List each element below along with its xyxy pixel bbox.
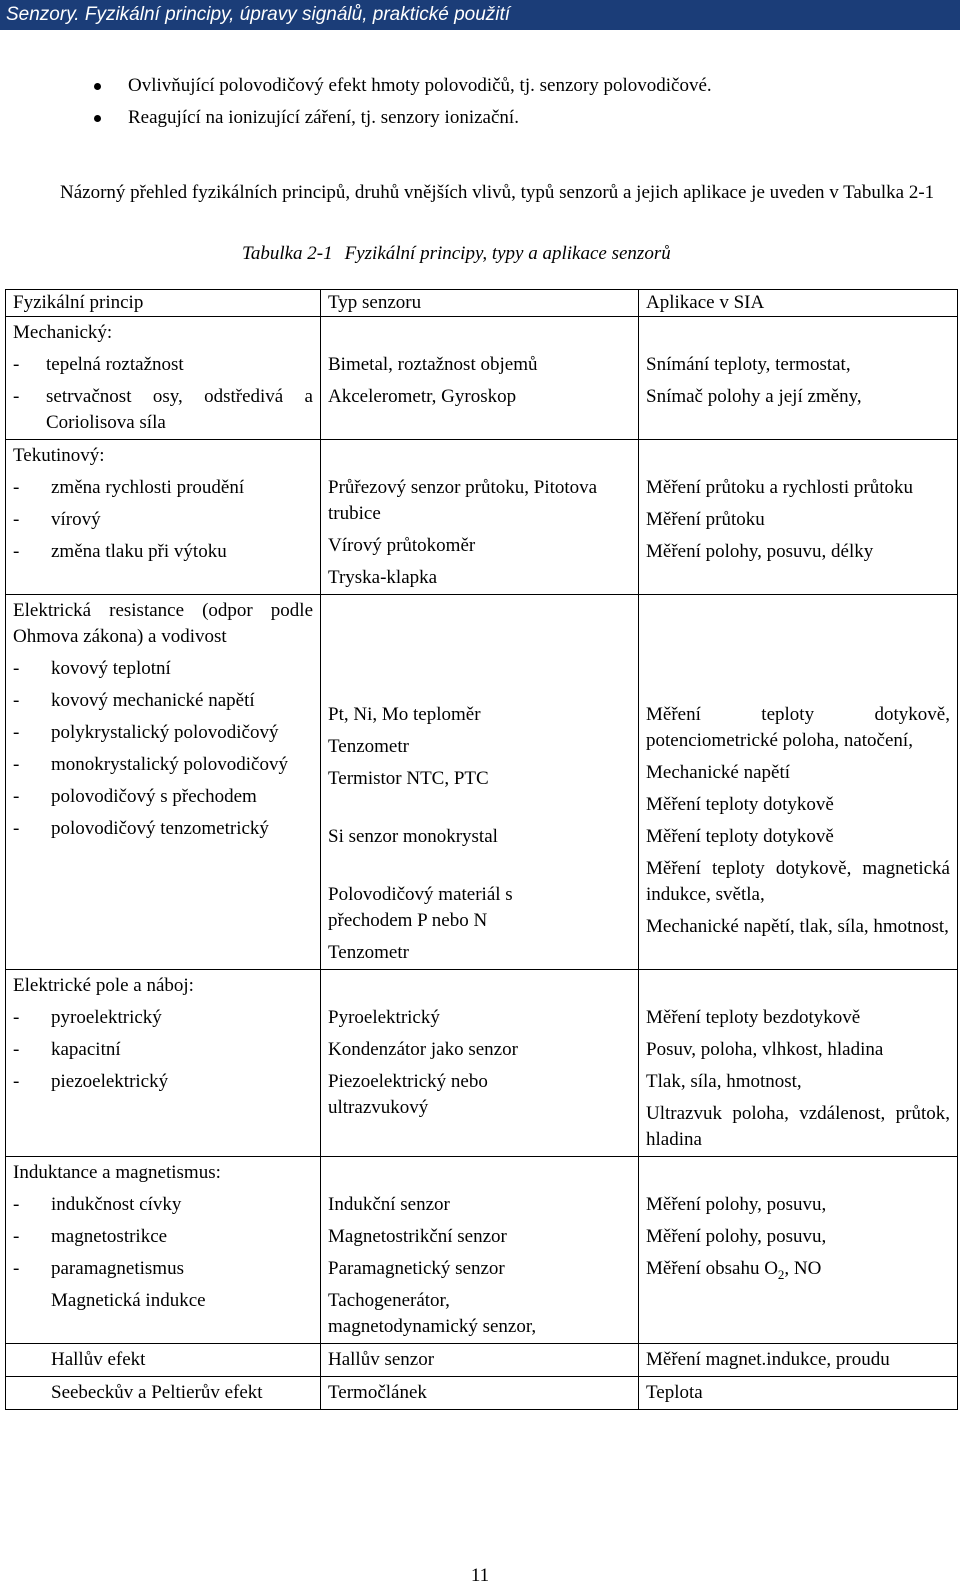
table-row-hall: [6, 1344, 958, 1377]
type-item: Magnetostrikční senzor: [328, 1226, 507, 1247]
principle-item: - monokrystalický polovodičový: [13, 754, 288, 775]
section-resistance: [6, 595, 321, 970]
application-cell: [639, 440, 958, 595]
principle-item: - kovový mechanické napětí: [13, 690, 255, 711]
caption-title: Fyzikální principy, typy a aplikace senzorů: [344, 243, 671, 264]
principle-item: Magnetická indukce: [51, 1290, 206, 1311]
bullet-item: [92, 70, 712, 102]
type-item: Kondenzátor jako senzor: [328, 1039, 518, 1060]
header-principle: Fyzikální princip: [6, 290, 321, 317]
table-row-seebeck: [6, 1377, 958, 1410]
principle-item: - setrvačnost osy, odstředivá a Coriolisova síla: [13, 386, 313, 433]
principle-item: - pyroelektrický: [13, 1007, 162, 1028]
principle-item: - vírový: [13, 509, 101, 530]
application-cell: [639, 1157, 958, 1344]
table-row-magnetic: [6, 1157, 958, 1344]
table-row-fluid: [6, 440, 958, 595]
principle-cell: Hallův efekt: [6, 1344, 321, 1377]
caption-number: Tabulka 2-1: [242, 243, 333, 264]
type-cell: Hallův senzor: [321, 1344, 639, 1377]
principle-item: - polovodičový tenzometrický: [13, 818, 269, 839]
header-type: Typ senzoru: [321, 290, 639, 317]
application-item: Měření polohy, posuvu, délky: [646, 541, 874, 562]
principle-item: - polovodičový s přechodem: [13, 786, 257, 807]
type-cell: [321, 595, 639, 970]
section-title: Tekutinový:: [13, 445, 105, 466]
application-item: Snímač polohy a její změny,: [646, 386, 862, 407]
type-item: Tryska-klapka: [328, 567, 438, 588]
table-header-row: [6, 290, 958, 317]
principle-cell: Seebeckův a Peltierův efekt: [6, 1377, 321, 1410]
application-cell: [639, 970, 958, 1157]
table-row-mechanical: [6, 317, 958, 440]
application-item: Tlak, síla, hmotnost,: [646, 1071, 802, 1092]
principle-item: - změna rychlosti proudění: [13, 477, 245, 498]
type-item: Tachogenerátor, magnetodynamický senzor,: [328, 1290, 537, 1337]
application-item: Měření teploty bezdotykově: [646, 1007, 861, 1028]
principle-item: - změna tlaku při výtoku: [13, 541, 227, 562]
section-title: Induktance a magnetismus:: [13, 1162, 221, 1183]
bullet-icon: [94, 83, 101, 90]
principle-item: - piezoelektrický: [13, 1071, 169, 1092]
application-item: Měření teploty dotykově: [646, 826, 834, 847]
type-item: Piezoelektrický nebo ultrazvukový: [328, 1071, 488, 1118]
application-item: Měření polohy, posuvu,: [646, 1226, 827, 1247]
principle-item: - polykrystalický polovodičový: [13, 722, 279, 743]
bullet-text: Ovlivňující polovodičový efekt hmoty polovodičů, tj. senzory polovodičové.: [128, 75, 712, 96]
header-application: Aplikace v SIA: [639, 290, 958, 317]
type-item: Pyroelektrický: [328, 1007, 440, 1028]
type-item: Průřezový senzor průtoku, Pitotova trubice: [328, 477, 598, 524]
section-title: Mechanický:: [13, 322, 113, 343]
principle-item: - paramagnetismus: [13, 1258, 184, 1279]
application-item: Mechanické napětí: [646, 762, 791, 783]
principle-item: - indukčnost cívky: [13, 1194, 182, 1215]
table-row-field: [6, 970, 958, 1157]
principle-item: - tepelná roztažnost: [13, 354, 184, 375]
bullet-item: [92, 102, 712, 134]
type-item: Pt, Ni, Mo teploměr: [328, 704, 481, 725]
running-header: Senzory. Fyzikální principy, úpravy signálů, praktické použití: [0, 0, 960, 30]
type-item: Akcelerometr, Gyroskop: [328, 386, 517, 407]
application-cell: [639, 595, 958, 970]
application-item: Mechanické napětí, tlak, síla, hmotnost,: [646, 916, 949, 937]
type-cell: Termočlánek: [321, 1377, 639, 1410]
type-item: Termistor NTC, PTC: [328, 768, 489, 789]
type-item: Tenzometr: [328, 736, 409, 757]
section-field: [6, 970, 321, 1157]
type-item: Si senzor monokrystal: [328, 826, 498, 847]
type-item: Indukční senzor: [328, 1194, 450, 1215]
application-item: Snímání teploty, termostat,: [646, 354, 851, 375]
bullet-icon: [94, 115, 101, 122]
application-cell: Měření magnet.indukce, proudu: [639, 1344, 958, 1377]
type-item: Bimetal, roztažnost objemů: [328, 354, 538, 375]
type-item: Tenzometr: [328, 942, 409, 963]
principle-item: - kapacitní: [13, 1039, 121, 1060]
bullet-text: Reagující na ionizující záření, tj. senzory ionizační.: [128, 107, 519, 128]
type-cell: [321, 317, 639, 440]
type-item: Paramagnetický senzor: [328, 1258, 505, 1279]
application-item: Měření polohy, posuvu,: [646, 1194, 827, 1215]
application-item: Měření teploty dotykově: [646, 794, 834, 815]
type-cell: [321, 970, 639, 1157]
page-number: 11: [470, 1565, 490, 1586]
application-item: Posuv, poloha, vlhkost, hladina: [646, 1039, 884, 1060]
application-item: Ultrazvuk poloha, vzdálenost, průtok, hladina: [646, 1103, 950, 1150]
type-item: Polovodičový materiál s přechodem P nebo N: [328, 884, 513, 931]
application-cell: [639, 317, 958, 440]
section-magnetic: [6, 1157, 321, 1344]
principle-item: - kovový teplotní: [13, 658, 171, 679]
application-cell: Teplota: [639, 1377, 958, 1410]
sensor-table: [5, 289, 958, 1410]
application-item: Měření teploty dotykově, magnetická indukce, světla,: [646, 858, 950, 905]
section-mechanical: [6, 317, 321, 440]
section-title: Elektrická resistance (odpor podle Ohmova zákona) a vodivost: [13, 600, 313, 647]
type-cell: [321, 1157, 639, 1344]
application-item: Měření obsahu $O_2$, NO: [646, 1258, 822, 1282]
application-item: Měření průtoku: [646, 509, 765, 530]
table-row-resistance: [6, 595, 958, 970]
intro-paragraph: Názorný přehled fyzikálních principů, druhů vnějších vlivů, typů senzorů a jejich aplikace je uveden v Tabulka 2-1: [60, 182, 935, 203]
table-caption: [242, 243, 671, 265]
bullet-list: [92, 70, 712, 134]
type-item: Vírový průtokoměr: [328, 535, 476, 556]
type-cell: [321, 440, 639, 595]
application-item: Měření teploty dotykově, potenciometrické poloha, natočení,: [646, 704, 950, 751]
principle-item: - magnetostrikce: [13, 1226, 168, 1247]
section-title: Elektrické pole a náboj:: [13, 975, 194, 996]
application-item: Měření průtoku a rychlosti průtoku: [646, 477, 914, 498]
section-fluid: [6, 440, 321, 595]
